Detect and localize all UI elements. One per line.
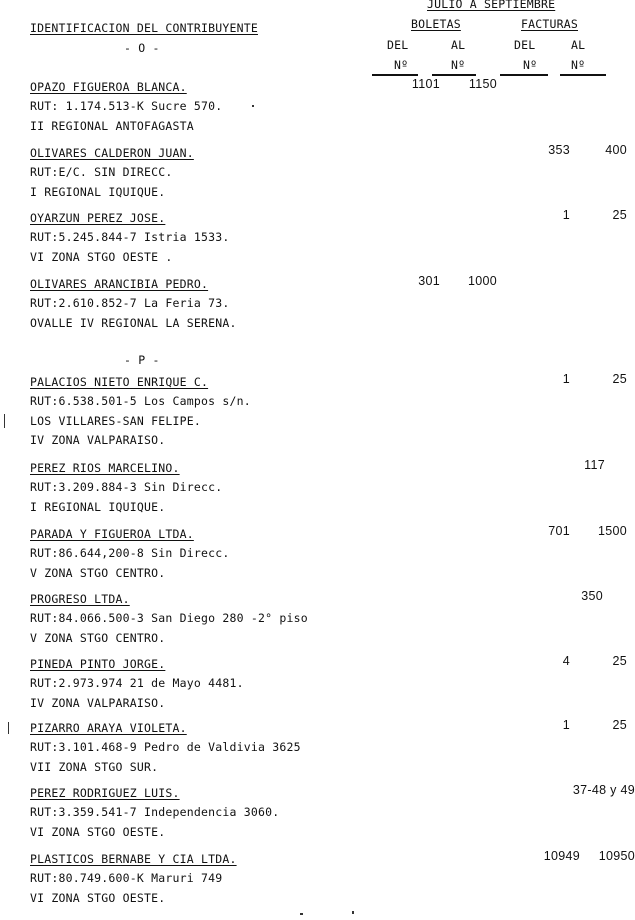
taxpayer-rut-line: RUT:86.644,200-8 Sin Direcc. — [30, 546, 230, 560]
taxpayer-name: PARADA Y FIGUEROA LTDA. — [30, 527, 194, 541]
taxpayer-zone-line: VI ZONA STGO OESTE. — [30, 825, 166, 839]
taxpayer-name: PROGRESO LTDA. — [30, 592, 130, 606]
taxpayer-name: OLIVARES CALDERON JUAN. — [30, 146, 194, 160]
facturas-del-label: DEL — [514, 38, 536, 52]
boletas-al-value: 1000 — [467, 274, 497, 288]
taxpayer-rut-line: RUT: 1.174.513-K Sucre 570. — [30, 99, 223, 113]
margin-mark — [300, 913, 303, 915]
header-rule-facturas-del — [500, 74, 548, 76]
taxpayer-zone-line: V ZONA STGO CENTRO. — [30, 566, 166, 580]
taxpayer-rut-line: RUT:3.209.884-3 Sin Direcc. — [30, 480, 223, 494]
taxpayer-rut-line: RUT:2.973.974 21 de Mayo 4481. — [30, 676, 244, 690]
facturas-del-value: 1 — [562, 208, 570, 222]
taxpayer-entry — [30, 274, 630, 337]
taxpayer-name: PIZARRO ARAYA VIOLETA. — [30, 721, 187, 735]
facturas-al-value: 25 — [612, 654, 627, 668]
taxpayer-zone-line: I REGIONAL IQUIQUE. — [30, 500, 166, 514]
header-rule-boletas-al — [432, 74, 476, 76]
taxpayer-rut-line: RUT:6.538.501-5 Los Campos s/n. — [30, 394, 251, 408]
taxpayer-zone-line: IV ZONA VALPARAISO. — [30, 696, 166, 710]
taxpayer-name: PALACIOS NIETO ENRIQUE C. — [30, 375, 209, 389]
facturas-del-value: 1 — [562, 718, 570, 732]
facturas-al-value: 10950 — [598, 849, 635, 863]
taxpayer-zone-line: OVALLE IV REGIONAL LA SERENA. — [30, 316, 237, 330]
facturas-del-value: 4 — [562, 654, 570, 668]
facturas-al-no: Nº — [571, 58, 586, 72]
margin-mark — [252, 105, 254, 107]
column-title-identificacion: IDENTIFICACION DEL CONTRIBUYENTE — [30, 21, 258, 35]
facturas-al-value: 25 — [612, 372, 627, 386]
boletas-al-value: 1150 — [468, 77, 497, 91]
period-heading: JULIO A SEPTIEMBRE — [427, 0, 556, 11]
taxpayer-zone-line: VI ZONA STGO OESTE. — [30, 891, 166, 905]
taxpayer-entry — [30, 372, 630, 447]
taxpayer-entry — [30, 524, 630, 587]
facturas-del-value: 10949 — [543, 849, 580, 863]
facturas-al-value: 400 — [605, 143, 627, 157]
boletas-del-value: 1101 — [411, 77, 440, 91]
facturas-al-label: AL — [571, 38, 586, 52]
taxpayer-entry — [30, 77, 630, 140]
facturas-al-value: 25 — [612, 208, 627, 222]
taxpayer-name: PLASTICOS BERNABE Y CIA LTDA. — [30, 852, 237, 866]
taxpayer-rut-line: RUT:5.245.844-7 Istria 1533. — [30, 230, 230, 244]
taxpayer-entry — [30, 654, 630, 717]
taxpayer-zone-line: II REGIONAL ANTOFAGASTA — [30, 119, 194, 133]
facturas-range-value: 350 — [581, 589, 603, 603]
boletas-del-label: DEL — [387, 38, 409, 52]
taxpayer-entry — [30, 783, 635, 846]
taxpayer-name: PINEDA PINTO JORGE. — [30, 657, 166, 671]
facturas-range-value: 117 — [584, 458, 605, 472]
taxpayer-name: OPAZO FIGUEROA BLANCA. — [30, 80, 187, 94]
boletas-al-no: Nº — [451, 58, 466, 72]
taxpayer-entry — [30, 589, 630, 652]
taxpayer-name: PEREZ RODRIGUEZ LUIS. — [30, 786, 180, 800]
facturas-del-no: Nº — [523, 58, 538, 72]
header-rule-facturas-al — [560, 74, 606, 76]
taxpayer-rut-line: RUT:E/C. SIN DIRECC. — [30, 165, 173, 179]
taxpayer-rut-line: RUT:3.359.541-7 Independencia 3060. — [30, 805, 280, 819]
facturas-al-value: 1500 — [597, 524, 627, 538]
taxpayer-entry — [30, 458, 630, 521]
taxpayer-rut-line: RUT:80.749.600-K Maruri 749 — [30, 871, 223, 885]
margin-mark — [352, 911, 354, 914]
margin-mark — [8, 722, 9, 734]
taxpayer-zone-line: IV ZONA VALPARAISO. — [30, 433, 166, 447]
facturas-del-value: 353 — [548, 143, 570, 157]
taxpayer-name: OLIVARES ARANCIBIA PEDRO. — [30, 277, 209, 291]
taxpayer-zone-line: VI ZONA STGO OESTE . — [30, 250, 173, 264]
facturas-range-value: 37-48 y 49 — [572, 783, 635, 797]
taxpayer-rut-line: RUT:2.610.852-7 La Feria 73. — [30, 296, 230, 310]
taxpayer-rut-line: RUT:84.066.500-3 San Diego 280 -2° piso — [30, 611, 308, 625]
taxpayer-locality-line: LOS VILLARES-SAN FELIPE. — [30, 414, 201, 428]
taxpayer-entry — [30, 718, 630, 781]
taxpayer-rut-line: RUT:3.101.468-9 Pedro de Valdivia 3625 — [30, 740, 301, 754]
taxpayer-entry — [30, 208, 630, 271]
column-group-facturas: FACTURAS — [521, 17, 578, 31]
facturas-del-value: 701 — [548, 524, 570, 538]
facturas-del-value: 1 — [562, 372, 570, 386]
taxpayer-zone-line: I REGIONAL IQUIQUE. — [30, 185, 166, 199]
margin-mark — [4, 414, 5, 428]
header-rule-boletas-del — [372, 74, 418, 76]
taxpayer-entry — [30, 849, 635, 912]
section-letter-p: - P - — [124, 353, 160, 367]
section-letter-o: - O - — [124, 41, 160, 55]
boletas-al-label: AL — [451, 38, 466, 52]
boletas-del-no: Nº — [394, 58, 409, 72]
taxpayer-zone-line: VII ZONA STGO SUR. — [30, 760, 159, 774]
facturas-al-value: 25 — [612, 718, 627, 732]
taxpayer-name: OYARZUN PEREZ JOSE. — [30, 211, 166, 225]
taxpayer-name: PEREZ RIOS MARCELINO. — [30, 461, 180, 475]
taxpayer-zone-line: V ZONA STGO CENTRO. — [30, 631, 166, 645]
column-group-boletas: BOLETAS — [411, 17, 461, 31]
boletas-del-value: 301 — [418, 274, 440, 288]
taxpayer-entry — [30, 143, 630, 206]
